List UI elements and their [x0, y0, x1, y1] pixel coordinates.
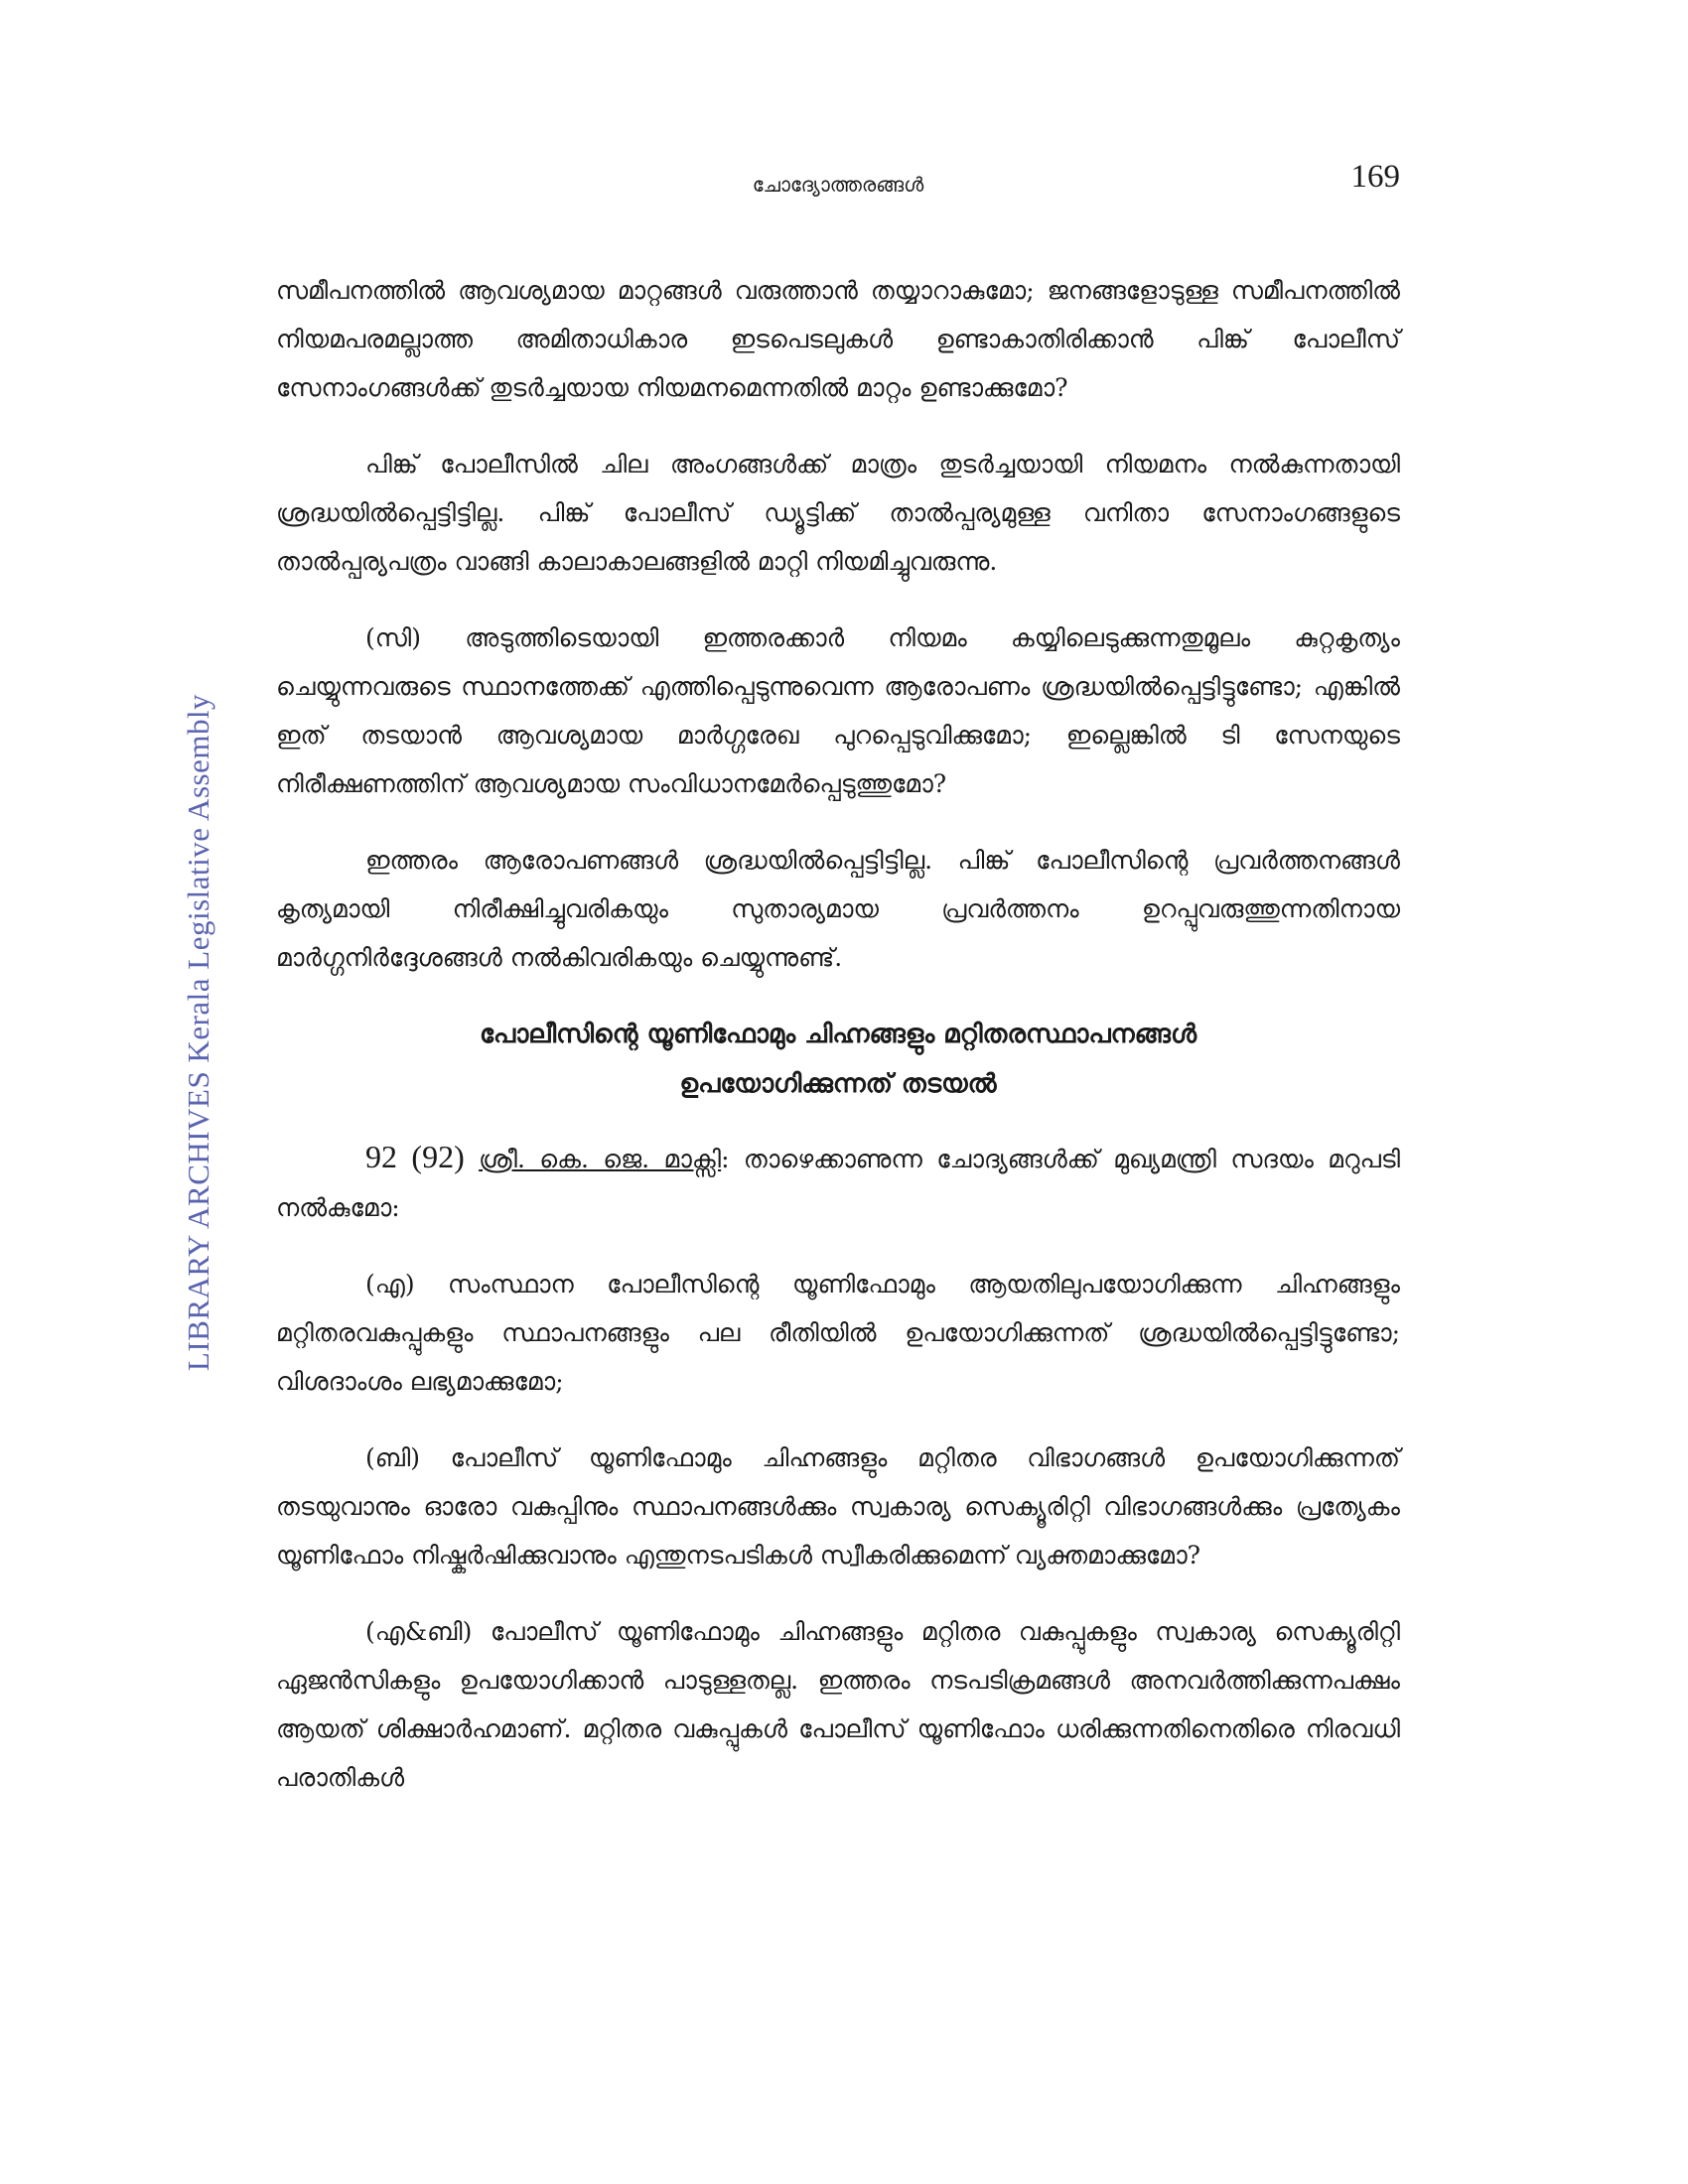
answer-paragraph: ഇത്തരം ആരോപണങ്ങൾ ശ്രദ്ധയിൽപ്പെട്ടിട്ടില്ല. പിങ്ക് പോലീസിന്റെ പ്രവർത്തനങ്ങൾ കൃത്യമായി നിരീക്ഷിച്ചുവരികയും സുതാര്യമായ പ്രവർത്തനം ഉറപ്പുവരുത്തുന്നതിനായ മാർഗ്ഗനിർദ്ദേശങ്ങൾ നൽകിവരികയും ചെയ്യുന്നുണ്ട്. [276, 846, 1400, 972]
running-head: ചോദ്യോത്തരങ്ങൾ [752, 173, 924, 197]
question-intro [276, 1133, 1400, 1232]
paragraph: സമീപനത്തിൽ ആവശ്യമായ മാറ്റങ്ങൾ വരുത്താൻ തയ്യാറാകുമോ; ജനങ്ങളോടുള്ള സമീപനത്തിൽ നിയമപരമല്ലാത്ത അമിതാധികാര ഇടപെടലുകൾ ഉണ്ടാകാതിരിക്കാൻ പിങ്ക് പോലീസ് സേനാംഗങ്ങൾക്ക് തുടർച്ചയായ നിയമനമെന്നതിൽ മാറ്റം ഉണ്ടാക്കുമോ? [276, 276, 1400, 402]
member-name: ശ്രീ. കെ. ജെ. മാക്സി [479, 1145, 722, 1173]
section-heading [276, 1010, 1400, 1109]
question-paragraph: (സി) അടുത്തിടെയായി ഇത്തരക്കാർ നിയമം കയ്യിലെടുക്കുന്നതുമൂലം കുറ്റകൃത്യം ചെയ്യുന്നവരുടെ സ്ഥാനത്തേക്ക് എത്തിപ്പെടുന്നുവെന്ന ആരോപണം ശ്രദ്ധയിൽപ്പെട്ടിട്ടുണ്ടോ; എങ്കിൽ ഇത് തടയാൻ ആവശ്യമായ മാർഗ്ഗരേഖ പുറപ്പെടുവിക്കുമോ; ഇല്ലെങ്കിൽ ടി സേനയുടെ നിരീക്ഷണത്തിന് ആവശ്യമായ സംവിധാനമേർപ്പെടുത്തുമോ? [276, 623, 1400, 798]
answer-paragraph: പിങ്ക് പോലീസിൽ ചില അംഗങ്ങൾക്ക് മാത്രം തുടർച്ചയായി നിയമനം നൽകുന്നതായി ശ്രദ്ധയിൽപ്പെട്ടിട്ടില്ല. പിങ്ക് പോലീസ് ഡ്യൂട്ടിക്ക് താൽപ്പര്യമുള്ള വനിതാ സേനാംഗങ്ങളുടെ താൽപ്പര്യപത്രം വാങ്ങി കാലാകാലങ്ങളിൽ മാറ്റി നിയമിച്ചുവരുന്നു. [276, 450, 1400, 576]
heading-line-2: ഉപയോഗിക്കുന്നത് തടയൽ [679, 1069, 997, 1099]
question-intro-text: : താഴെക്കാണുന്ന ചോദ്യങ്ങൾക്ക് മുഖ്യമന്ത്രി സദയം മറുപടി നൽകുമോ: [276, 1145, 1401, 1222]
question-number: 92 (92) [365, 1139, 465, 1174]
heading-line-1: പോലീസിന്റെ യൂണിഫോമും ചിഹ്നങ്ങളും മറ്റിതരസ്ഥാപനങ്ങൾ [479, 1020, 1197, 1049]
question-paragraph: (ബി) പോലീസ് യൂണിഫോമും ചിഹ്നങ്ങളും മറ്റിതര വിഭാഗങ്ങൾ ഉപയോഗിക്കുന്നത് തടയുവാനും ഓരോ വകുപ്പിനും സ്ഥാപനങ്ങൾക്കും സ്വകാര്യ സെക്യൂരിറ്റി വിഭാഗങ്ങൾക്കും പ്രത്യേകം യൂണിഫോം നിഷ്കർഷിക്കുവാനും എന്തുനടപടികൾ സ്വീകരിക്കുമെന്ന് വ്യക്തമാക്കുമോ? [276, 1443, 1400, 1570]
page-number: 169 [1350, 159, 1400, 195]
page-body [276, 266, 1400, 1830]
library-archives-watermark: LIBRARY ARCHIVES Kerala Legislative Assembly [181, 693, 215, 1372]
answer-paragraph: (എ&ബി) പോലീസ് യൂണിഫോമും ചിഹ്നങ്ങളും മറ്റിതര വകുപ്പുകളും സ്വകാര്യ സെക്യൂരിറ്റി ഏജൻസികളും ഉപയോഗിക്കാൻ പാടുള്ളതല്ല. ഇത്തരം നടപടിക്രമങ്ങൾ അനവർത്തിക്കുന്നപക്ഷം ആയത് ശിക്ഷാർഹമാണ്. മറ്റിതര വകുപ്പുകൾ പോലീസ് യൂണിഫോം ധരിക്കുന്നതിനെതിരെ നിരവധി പരാതികൾ [276, 1617, 1400, 1792]
question-paragraph: (എ) സംസ്ഥാന പോലീസിന്റെ യൂണിഫോമും ആയതിലുപയോഗിക്കുന്ന ചിഹ്നങ്ങളും മറ്റിതരവകുപ്പുകളും സ്ഥാപനങ്ങളും പല രീതിയിൽ ഉപയോഗിക്കുന്നത് ശ്രദ്ധയിൽപ്പെട്ടിട്ടുണ്ടോ; വിശദാംശം ലഭ്യമാക്കുമോ; [276, 1270, 1400, 1396]
page-header [276, 159, 1400, 208]
